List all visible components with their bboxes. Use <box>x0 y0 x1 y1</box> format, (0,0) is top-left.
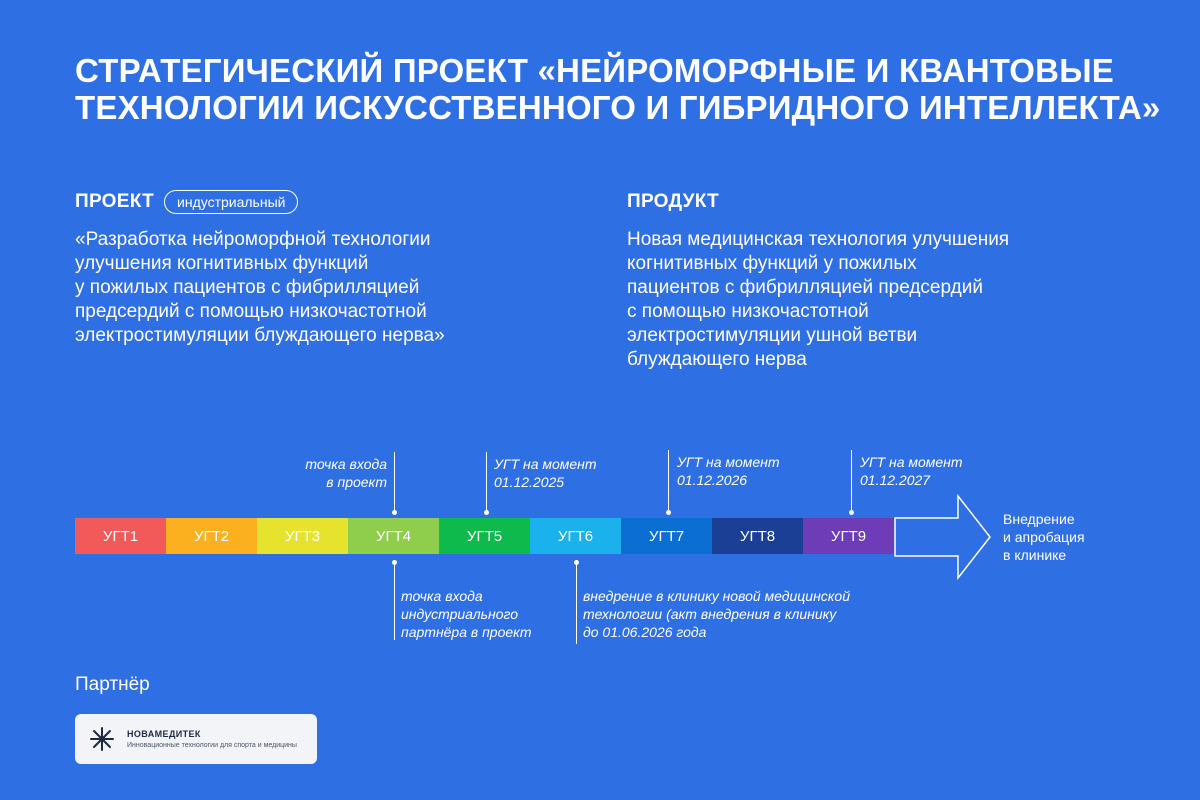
partner-name: НОВАМЕДИТЕК <box>127 729 201 739</box>
ugt-segment-9: УГТ9 <box>803 518 894 554</box>
ugt-segment-1: УГТ1 <box>75 518 166 554</box>
ugt-segment-5: УГТ5 <box>439 518 530 554</box>
clinic-arrow-icon <box>894 494 992 580</box>
ugt-2025-connector <box>486 452 487 512</box>
partner-tagline: Инновационные технологии для спорта и медицины <box>127 742 297 749</box>
product-line: электростимуляции ушной ветви <box>627 325 918 346</box>
title-line-1: СТРАТЕГИЧЕСКИЙ ПРОЕКТ «НЕЙРОМОРФНЫЕ И КВАНТОВЫЕ <box>75 52 1114 89</box>
project-line: электростимуляции блуждающего нерва» <box>75 325 445 346</box>
industrial-entry-connector <box>394 562 395 640</box>
ugt-segment-7: УГТ7 <box>621 518 712 554</box>
clinic-intro-annotation <box>583 587 850 641</box>
industrial-entry-annotation <box>401 587 532 641</box>
ugt-2027-connector <box>851 450 852 512</box>
annotation-line: индустриального <box>401 606 519 622</box>
partner-card <box>75 714 317 764</box>
annotation-line: в проект <box>326 474 387 490</box>
clinic-intro-connector <box>576 562 577 644</box>
ugt-segment-3: УГТ3 <box>257 518 348 554</box>
annotation-line: внедрение в клинику новой медицинской <box>583 588 850 604</box>
star-burst-logo-icon <box>89 726 115 752</box>
annotation-line: партнёра в проект <box>401 624 532 640</box>
entry-point-annotation <box>255 455 387 491</box>
partner-info <box>127 729 297 749</box>
annotation-line: точка входа <box>305 456 387 472</box>
project-label: ПРОЕКТ <box>75 191 155 212</box>
ugt-2026-annotation <box>677 453 780 489</box>
ugt-2027-annotation <box>860 453 963 489</box>
product-line: когнитивных функций у пожилых <box>627 253 917 274</box>
arrow-label-line: в клинике <box>1003 547 1067 563</box>
ugt-segment-6: УГТ6 <box>530 518 621 554</box>
annotation-line: технологии (акт внедрения в клинику <box>583 606 837 622</box>
ugt-timeline <box>75 518 895 554</box>
project-line: предсердий с помощью низкочастотной <box>75 301 427 322</box>
product-line: блуждающего нерва <box>627 349 807 370</box>
project-type-tag: индустриальный <box>164 190 298 214</box>
ugt-2027-marker <box>849 510 854 515</box>
ugt-segment-2: УГТ2 <box>166 518 257 554</box>
annotation-line: 01.12.2025 <box>494 474 565 490</box>
annotation-line: до 01.06.2026 года <box>583 624 707 640</box>
annotation-line: точка входа <box>401 588 483 604</box>
project-description <box>75 228 555 348</box>
product-description <box>627 228 1107 372</box>
product-line: пациентов с фибрилляцией предсердий <box>627 277 983 298</box>
clinic-arrow-label <box>1003 510 1085 564</box>
ugt-segment-8: УГТ8 <box>712 518 803 554</box>
product-line: с помощью низкочастотной <box>627 301 869 322</box>
annotation-line: УГТ на момент <box>860 454 963 470</box>
project-section <box>75 188 555 348</box>
arrow-label-line: Внедрение <box>1003 511 1075 527</box>
annotation-line: УГТ на момент <box>677 454 780 470</box>
entry-point-marker <box>392 510 397 515</box>
ugt-segment-4: УГТ4 <box>348 518 439 554</box>
ugt-2025-marker <box>484 510 489 515</box>
ugt-2025-annotation <box>494 455 597 491</box>
annotation-line: 01.12.2027 <box>860 472 931 488</box>
ugt-2026-marker <box>666 510 671 515</box>
arrow-label-line: и апробация <box>1003 529 1085 545</box>
title-line-2: ТЕХНОЛОГИИ ИСКУССТВЕННОГО И ГИБРИДНОГО ИНТЕЛЛЕКТА» <box>75 89 1161 126</box>
product-section <box>627 188 1107 372</box>
annotation-line: УГТ на момент <box>494 456 597 472</box>
project-line: у пожилых пациентов с фибрилляцией <box>75 277 420 298</box>
product-line: Новая медицинская технология улучшения <box>627 229 1010 250</box>
ugt-2026-connector <box>668 450 669 512</box>
project-line: улучшения когнитивных функций <box>75 253 369 274</box>
page-title <box>75 52 1161 126</box>
partner-label: Партнёр <box>75 674 150 695</box>
project-line: «Разработка нейроморфной технологии <box>75 229 431 250</box>
entry-point-connector <box>394 452 395 512</box>
product-label: ПРОДУКТ <box>627 191 719 212</box>
annotation-line: 01.12.2026 <box>677 472 748 488</box>
